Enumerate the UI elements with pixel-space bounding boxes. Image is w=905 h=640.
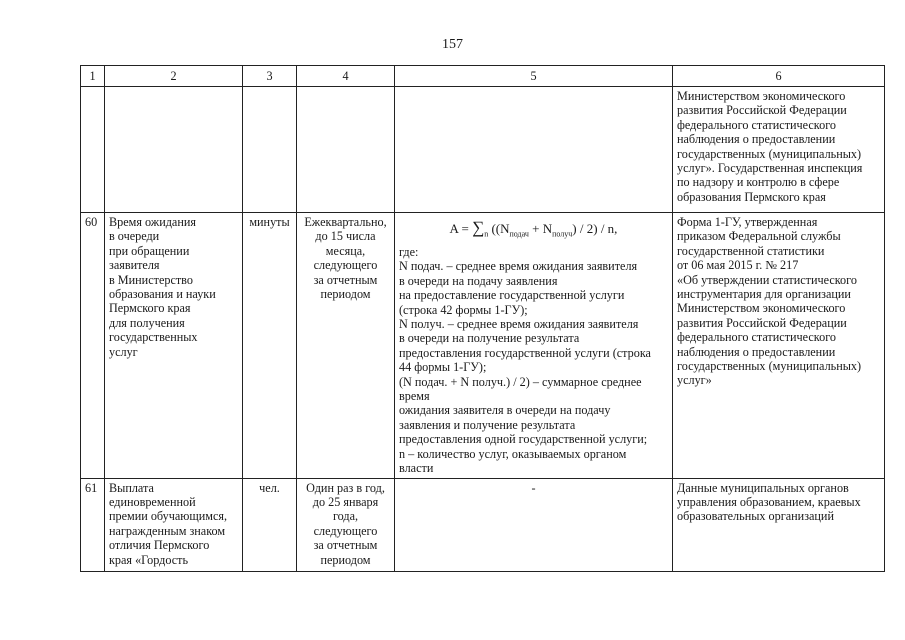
row61-period: Один раз в год, до 25 января года, следующего за отчетным периодом: [297, 478, 395, 571]
table-row-60: [81, 213, 885, 479]
header-cell-4: 4: [297, 66, 395, 87]
row60-method-text: где: N подач. – среднее время ожидания заявителя в очереди на подачу заявления на предоставление государственной услуги (строка 42 формы 1-ГУ); N получ. – среднее время ожидания заявителя в очереди на получение результата предоставления государственной услуги (строка 44 формы 1-ГУ); (N подач. + N получ.) / 2) – суммарное среднее время ожидания заявителя в очереди на подачу заявления и получение результата предоставления одной государственной услуги; n – количество услуг, оказываемых органом власти: [399, 245, 651, 476]
indicators-table: [80, 65, 885, 572]
formula-close: ) / 2) / n,: [572, 221, 618, 236]
row61-unit: чел.: [243, 478, 297, 571]
formula-sub1: подач: [509, 229, 529, 239]
formula-sub2: получ: [552, 229, 573, 239]
formula-open: ((N: [491, 221, 510, 236]
header-row: [81, 66, 885, 87]
cont-method-cell: [395, 87, 673, 213]
row60-period: Ежеквартально, до 15 числа месяца, следующего за отчетным периодом: [297, 213, 395, 479]
cont-period-cell: [297, 87, 395, 213]
header-cell-3: 3: [243, 66, 297, 87]
header-cell-5: 5: [395, 66, 673, 87]
page-number: 157: [442, 37, 463, 52]
header-cell-6: 6: [673, 66, 885, 87]
header-cell-1: 1: [81, 66, 105, 87]
formula-lhs: A =: [449, 221, 469, 236]
cont-num-cell: [81, 87, 105, 213]
row60-unit: минуты: [243, 213, 297, 479]
row60-formula: [399, 215, 668, 245]
row61-source: Данные муниципальных органов управления образованием, краевых образовательных организаций: [673, 478, 885, 571]
cont-unit-cell: [243, 87, 297, 213]
header-cell-2: 2: [105, 66, 243, 87]
row61-num: 61: [81, 478, 105, 571]
cont-source-cell: Министерством экономического развития Российской Федерации федерального статистического наблюдения о предоставлении государственных (муниципальных) услуг». Государственная инспекция по надзору и контролю в сфере образования Пермского края: [673, 87, 885, 213]
row60-num: 60: [81, 213, 105, 479]
table-row-61: [81, 478, 885, 571]
formula-sum-sign: ∑: [472, 218, 485, 237]
row60-source: Форма 1-ГУ, утвержденная приказом Федеральной службы государственной статистики от 06 мая 2015 г. № 217 «Об утверждении статистического инструментария для организации Министерством экономического развития Российской Федерации федерального статистического наблюдения о предоставлении государственных (муниципальных) услуг»: [673, 213, 885, 479]
row60-method-cell: [395, 213, 673, 479]
row60-indicator: Время ожидания в очереди при обращении заявителя в Министерство образования и науки Пермского края для получения государственных услуг: [105, 213, 243, 479]
formula-sum-index: n: [484, 229, 489, 239]
row61-method: -: [395, 478, 673, 571]
formula-plus: + N: [528, 221, 553, 236]
cont-indicator-cell: [105, 87, 243, 213]
continuation-row: [81, 87, 885, 213]
row61-indicator: Выплата единовременной премии обучающимся, награжденным знаком отличия Пермского края «Гордость: [105, 478, 243, 571]
